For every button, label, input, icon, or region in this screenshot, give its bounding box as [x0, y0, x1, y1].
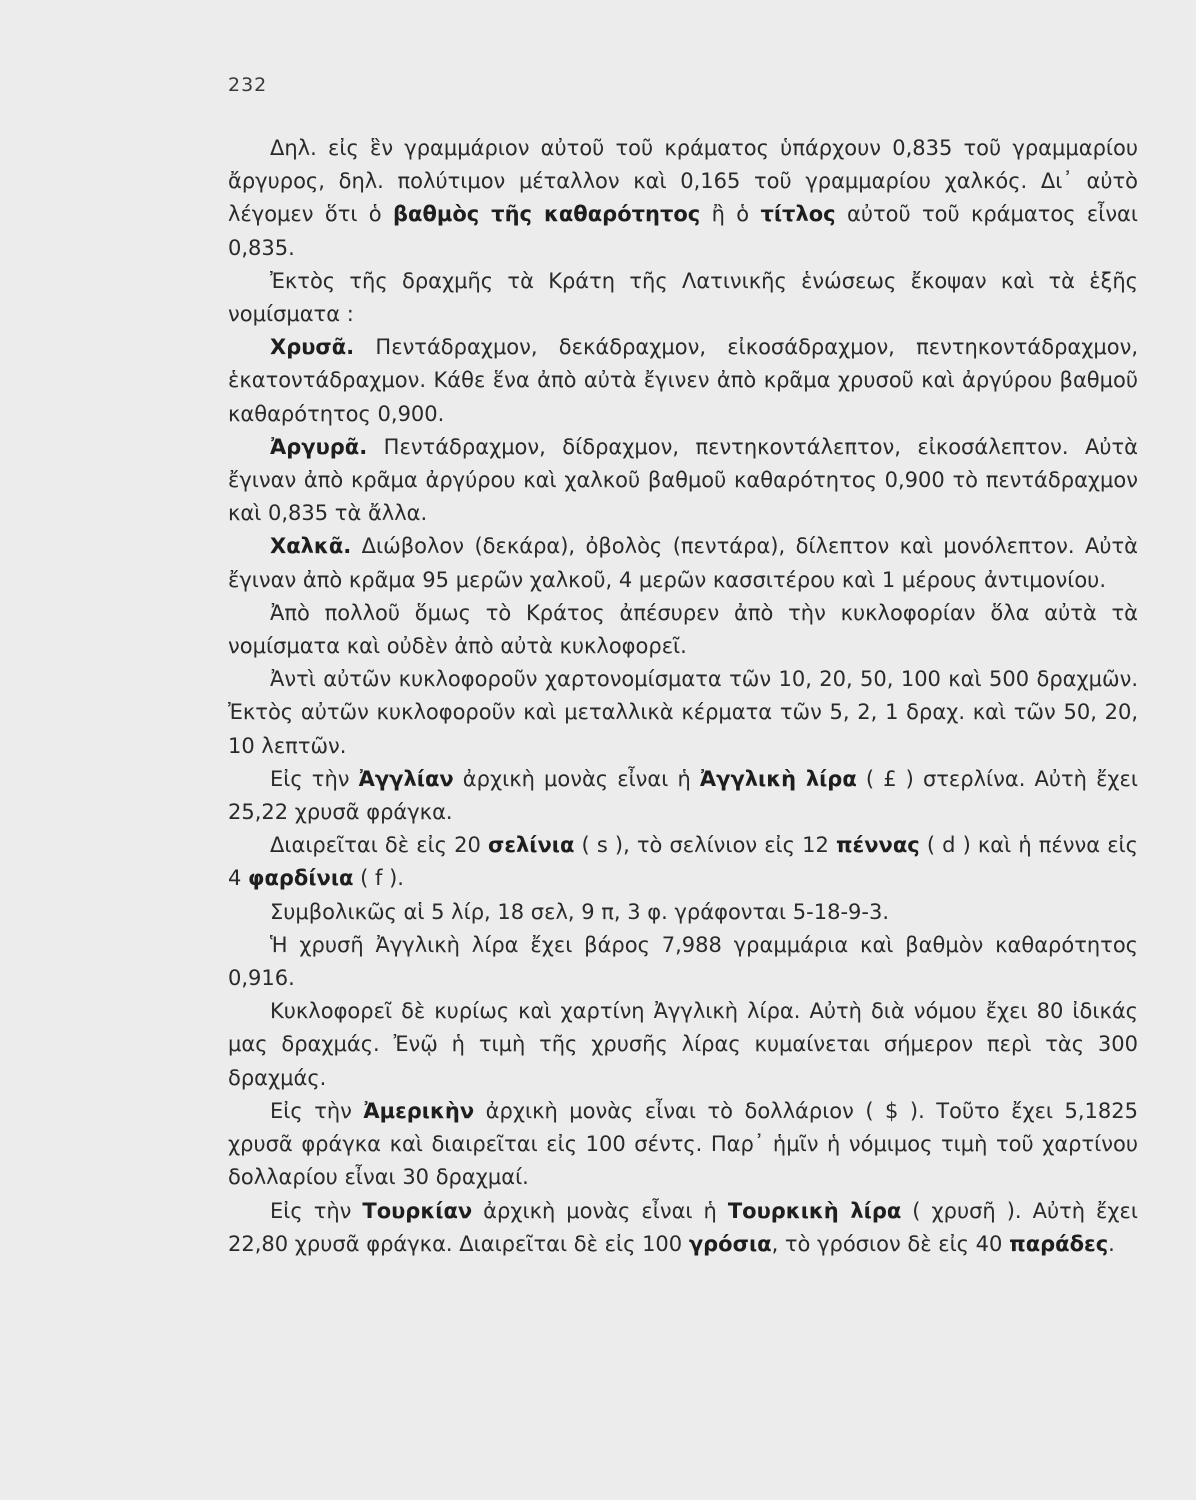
bold-term: Τουρκίαν — [362, 1198, 473, 1223]
page-number: 232 — [228, 74, 268, 96]
paragraph — [228, 132, 1138, 265]
text-run: Ἀντὶ αὐτῶν κυκλοφοροῦν χαρτονομίσματα τῶν 10, 20, 50, 100 καὶ 500 δραχμῶν. Ἐκτὸς αὐτῶν κυκλοφοροῦν καὶ μεταλλικὰ κέρματα τῶν 5, 2, 1 δραχ. καὶ τῶν 50, 20, 10 λεπτῶν. — [228, 667, 1138, 758]
text-run: Ἀπὸ πολλοῦ ὅμως τὸ Κράτος ἀπέσυρεν ἀπὸ τὴν κυκλοφορίαν ὅλα αὐτὰ τὰ νομίσματα καὶ οὐδὲν ἀπὸ αὐτὰ κυκλοφορεῖ. — [228, 600, 1138, 659]
text-run: ἢ ὁ — [700, 202, 761, 227]
bold-term: πέννας — [835, 833, 920, 858]
paragraph — [228, 431, 1138, 531]
text-run: ἀρχικὴ μονὰς εἶναι ἡ — [472, 1198, 728, 1223]
paragraph — [228, 763, 1138, 829]
bold-term: Τουρκικὴ λίρα — [727, 1198, 902, 1223]
bold-term: φαρδίνια — [248, 866, 354, 891]
text-run: Πεντάδραχμον, δίδραχμον, πεντηκοντάλεπτον, εἰκοσάλεπτον. Αὐτὰ ἔγιναν ἀπὸ κρᾶμα ἀργύρου καὶ χαλκοῦ βαθμοῦ καθαρότητος 0,900 τὸ πεντάδραχμον καὶ 0,835 τὰ ἄλλα. — [228, 434, 1138, 526]
bold-term: Χρυσᾶ. — [270, 335, 355, 360]
text-run: Εἰς τὴν — [270, 766, 359, 791]
paragraph — [228, 929, 1138, 995]
text-run: , τὸ γρόσιον δὲ εἰς 40 — [771, 1231, 1010, 1256]
paragraph — [228, 1095, 1138, 1195]
text-run: Κυκλοφορεῖ δὲ κυρίως καὶ χαρτίνη Ἀγγλικὴ λίρα. Αὐτὴ διὰ νόμου ἔχει 80 ἰδικάς μας δραχμάς. Ἐνῷ ἡ τιμὴ τῆς χρυσῆς λίρας κυμαίνεται σήμερον περὶ τὰς 300 δραχμάς. — [228, 999, 1138, 1090]
bold-term: παράδες — [1009, 1231, 1109, 1256]
text-run: Εἰς τὴν — [270, 1198, 363, 1223]
paragraph — [228, 597, 1138, 663]
paragraph — [228, 829, 1138, 895]
body-text — [228, 132, 1138, 1261]
text-run: αὐτοῦ τοῦ κράματος εἶναι 0,835. — [228, 202, 1138, 260]
text-run: Συμβολικῶς αἱ 5 λίρ, 18 σελ, 9 π, 3 φ. γράφονται 5-18-9-3. — [270, 899, 890, 924]
text-run: Πεντάδραχμον, δεκάδραχμον, εἰκοσάδραχμον, πεντηκοντάδραχμον, ἑκατοντάδραχμον. Κάθε ἕνα ἀπὸ αὐτὰ ἔγινεν ἀπὸ κρᾶμα χρυσοῦ καὶ ἀργύρου βαθμοῦ καθαρότητος 0,900. — [228, 335, 1138, 426]
text-run: ἀρχικὴ μονὰς εἶναι τὸ δολλάριον ( $ ). Τοῦτο ἔχει 5,1825 χρυσᾶ φράγκα καὶ διαιρεῖται εἰς 100 σέντς. Παρ᾽ ἡμῖν ἡ νόμιμος τιμὴ τοῦ χαρτίνου δολλαρίου εἶναι 30 δραχμαί. — [228, 1098, 1139, 1190]
text-run: Εἰς τὴν — [270, 1098, 364, 1123]
text-run: ( χρυσῆ ). Αὐτὴ ἔχει 22,80 χρυσᾶ φράγκα. Διαιρεῖται δὲ εἰς 100 — [228, 1198, 1138, 1256]
paragraph — [228, 663, 1138, 763]
text-run: Δηλ. εἰς ἓν γραμμάριον αὐτοῦ τοῦ κράματος ὑπάρχουν 0,835 τοῦ γραμμαρίου ἄργυρος, δηλ. πολύτιμον μέταλλον καὶ 0,165 τοῦ γραμμαρίου χαλκός. Δι᾽ αὐτὸ λέγομεν ὅτι ὁ — [228, 136, 1138, 227]
paragraph — [228, 896, 1138, 929]
bold-term: Χαλκᾶ. — [270, 534, 352, 559]
text-run: ( d ) καὶ ἡ πέννα εἰς 4 — [228, 833, 1138, 891]
text-run: ( f ). — [353, 866, 404, 891]
text-run: Διώβολον (δεκάρα), ὀβολὸς (πεντάρα), δίλεπτον καὶ μονόλεπτον. Αὐτὰ ἔγιναν ἀπὸ κρᾶμα 95 μερῶν χαλκοῦ, 4 μερῶν κασσιτέρου καὶ 1 μέρους ἀντιμονίου. — [228, 534, 1138, 592]
text-run: Διαιρεῖται δὲ εἰς 20 — [270, 833, 488, 858]
bold-term: γρόσια — [688, 1231, 772, 1256]
paragraph — [228, 1195, 1138, 1261]
bold-term: Ἀργυρᾶ. — [270, 434, 368, 459]
paragraph — [228, 331, 1138, 431]
bold-term: Ἀγγλίαν — [358, 766, 454, 791]
text-run: ( s ), τὸ σελίνιον εἰς 12 — [574, 833, 836, 858]
text-run: ( £ ) στερλίνα. Αὐτὴ ἔχει 25,22 χρυσᾶ φράγκα. — [228, 766, 1139, 825]
bold-term: Ἀμερικὴν — [363, 1098, 475, 1123]
bold-term: τίτλος — [760, 202, 836, 227]
text-run: Ἐκτὸς τῆς δραχμῆς τὰ Κράτη τῆς Λατινικῆς ἑνώσεως ἔκοψαν καὶ τὰ ἑξῆς νομίσματα : — [228, 268, 1138, 327]
paragraph — [228, 265, 1138, 331]
bold-term: βαθμὸς τῆς καθαρότητος — [392, 202, 701, 227]
text-run: Ἡ χρυσῆ Ἀγγλικὴ λίρα ἔχει βάρος 7,988 γραμμάρια καὶ βαθμὸν καθαρότητος 0,916. — [228, 932, 1138, 991]
bold-term: σελίνια — [487, 833, 575, 858]
paragraph — [228, 530, 1138, 596]
bold-term: Ἀγγλικὴ λίρα — [699, 766, 857, 791]
text-run: ἀρχικὴ μονὰς εἶναι ἡ — [453, 766, 700, 791]
text-run: . — [1108, 1231, 1115, 1256]
paragraph — [228, 995, 1138, 1095]
